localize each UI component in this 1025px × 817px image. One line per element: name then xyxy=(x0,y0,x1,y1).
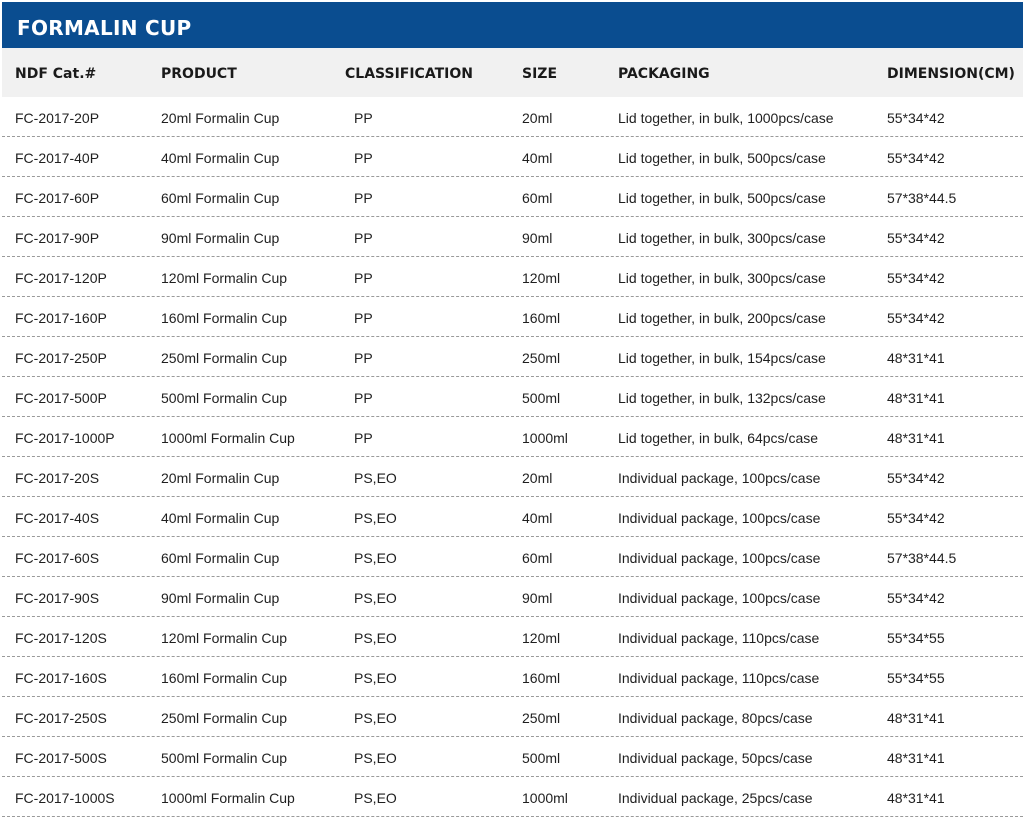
cell-packaging: Individual package, 25pcs/case xyxy=(618,790,813,806)
cell-size: 20ml xyxy=(522,110,553,126)
cell-product: 60ml Formalin Cup xyxy=(161,550,280,566)
table-row xyxy=(2,177,1023,217)
cell-size: 250ml xyxy=(522,710,561,726)
cell-dimension: 57*38*44.5 xyxy=(887,550,957,566)
cell-classification: PS,EO xyxy=(354,590,397,606)
cell-size: 500ml xyxy=(522,750,561,766)
cell-packaging: Lid together, in bulk, 300pcs/case xyxy=(618,270,826,286)
cell-classification: PP xyxy=(354,270,373,286)
cell-classification: PS,EO xyxy=(354,710,397,726)
table-row xyxy=(2,137,1023,177)
cell-size: 1000ml xyxy=(522,790,568,806)
cell-size: 120ml xyxy=(522,270,561,286)
cell-cat-number: FC-2017-90P xyxy=(15,230,100,246)
table-row xyxy=(2,617,1023,657)
cell-classification: PP xyxy=(354,430,373,446)
cell-packaging: Individual package, 100pcs/case xyxy=(618,510,821,526)
cell-packaging: Individual package, 100pcs/case xyxy=(618,470,821,486)
cell-size: 60ml xyxy=(522,550,553,566)
cell-classification: PP xyxy=(354,350,373,366)
cell-product: 160ml Formalin Cup xyxy=(161,310,288,326)
cell-dimension: 57*38*44.5 xyxy=(887,190,957,206)
cell-dimension: 55*34*42 xyxy=(887,110,945,126)
cell-dimension: 55*34*42 xyxy=(887,510,945,526)
cell-product: 90ml Formalin Cup xyxy=(161,230,280,246)
header-cat-number: NDF Cat.# xyxy=(15,66,97,82)
cell-size: 120ml xyxy=(522,630,561,646)
cell-packaging: Individual package, 50pcs/case xyxy=(618,750,813,766)
cell-size: 60ml xyxy=(522,190,553,206)
cell-product: 20ml Formalin Cup xyxy=(161,470,280,486)
cell-product: 250ml Formalin Cup xyxy=(161,710,288,726)
product-table xyxy=(2,48,1023,817)
cell-dimension: 48*31*41 xyxy=(887,430,945,446)
cell-size: 160ml xyxy=(522,670,561,686)
table-row xyxy=(2,737,1023,777)
cell-classification: PS,EO xyxy=(354,510,397,526)
cell-product: 250ml Formalin Cup xyxy=(161,350,288,366)
cell-dimension: 55*34*42 xyxy=(887,230,945,246)
cell-packaging: Individual package, 100pcs/case xyxy=(618,590,821,606)
cell-size: 40ml xyxy=(522,510,553,526)
cell-dimension: 55*34*42 xyxy=(887,470,945,486)
cell-classification: PP xyxy=(354,150,373,166)
cell-packaging: Individual package, 100pcs/case xyxy=(618,550,821,566)
cell-classification: PP xyxy=(354,310,373,326)
cell-classification: PP xyxy=(354,390,373,406)
header-dimension: DIMENSION(CM) xyxy=(887,66,1015,82)
cell-cat-number: FC-2017-20P xyxy=(15,110,100,126)
cell-product: 90ml Formalin Cup xyxy=(161,590,280,606)
cell-packaging: Individual package, 80pcs/case xyxy=(618,710,813,726)
header-packaging: PACKAGING xyxy=(618,66,710,82)
cell-cat-number: FC-2017-1000P xyxy=(15,430,115,446)
cell-product: 500ml Formalin Cup xyxy=(161,390,288,406)
table-row xyxy=(2,337,1023,377)
table-row xyxy=(2,417,1023,457)
cell-size: 500ml xyxy=(522,390,561,406)
cell-dimension: 55*34*42 xyxy=(887,270,945,286)
cell-packaging: Lid together, in bulk, 200pcs/case xyxy=(618,310,826,326)
table-header-row xyxy=(2,48,1023,97)
cell-product: 60ml Formalin Cup xyxy=(161,190,280,206)
cell-cat-number: FC-2017-500S xyxy=(15,750,107,766)
cell-classification: PP xyxy=(354,110,373,126)
cell-packaging: Lid together, in bulk, 132pcs/case xyxy=(618,390,826,406)
cell-packaging: Lid together, in bulk, 500pcs/case xyxy=(618,150,826,166)
cell-size: 20ml xyxy=(522,470,553,486)
cell-product: 120ml Formalin Cup xyxy=(161,270,288,286)
cell-classification: PS,EO xyxy=(354,750,397,766)
cell-size: 250ml xyxy=(522,350,561,366)
table-row xyxy=(2,97,1023,137)
cell-cat-number: FC-2017-1000S xyxy=(15,790,115,806)
table-row xyxy=(2,257,1023,297)
page-title: FORMALIN CUP xyxy=(17,16,192,40)
table-row xyxy=(2,377,1023,417)
table-row xyxy=(2,577,1023,617)
cell-cat-number: FC-2017-160P xyxy=(15,310,107,326)
table-row xyxy=(2,537,1023,577)
cell-classification: PS,EO xyxy=(354,470,397,486)
cell-packaging: Individual package, 110pcs/case xyxy=(618,670,820,686)
cell-product: 40ml Formalin Cup xyxy=(161,150,280,166)
cell-dimension: 55*34*55 xyxy=(887,630,945,646)
cell-product: 120ml Formalin Cup xyxy=(161,630,288,646)
cell-size: 90ml xyxy=(522,590,553,606)
cell-classification: PS,EO xyxy=(354,630,397,646)
cell-packaging: Lid together, in bulk, 300pcs/case xyxy=(618,230,826,246)
cell-classification: PP xyxy=(354,230,373,246)
table-row xyxy=(2,497,1023,537)
cell-cat-number: FC-2017-40S xyxy=(15,510,100,526)
table-row xyxy=(2,297,1023,337)
cell-cat-number: FC-2017-40P xyxy=(15,150,100,166)
header-product: PRODUCT xyxy=(161,66,237,82)
cell-dimension: 48*31*41 xyxy=(887,350,945,366)
cell-size: 1000ml xyxy=(522,430,568,446)
cell-dimension: 55*34*42 xyxy=(887,150,945,166)
cell-product: 500ml Formalin Cup xyxy=(161,750,288,766)
cell-cat-number: FC-2017-60S xyxy=(15,550,100,566)
cell-packaging: Lid together, in bulk, 154pcs/case xyxy=(618,350,826,366)
cell-size: 40ml xyxy=(522,150,553,166)
cell-cat-number: FC-2017-120P xyxy=(15,270,107,286)
cell-cat-number: FC-2017-160S xyxy=(15,670,107,686)
cell-packaging: Lid together, in bulk, 500pcs/case xyxy=(618,190,826,206)
cell-classification: PP xyxy=(354,190,373,206)
cell-cat-number: FC-2017-90S xyxy=(15,590,100,606)
cell-classification: PS,EO xyxy=(354,670,397,686)
cell-dimension: 55*34*42 xyxy=(887,590,945,606)
cell-dimension: 48*31*41 xyxy=(887,390,945,406)
table-row xyxy=(2,777,1023,817)
cell-product: 40ml Formalin Cup xyxy=(161,510,280,526)
cell-cat-number: FC-2017-60P xyxy=(15,190,100,206)
cell-cat-number: FC-2017-120S xyxy=(15,630,107,646)
title-bar xyxy=(2,2,1023,48)
cell-product: 160ml Formalin Cup xyxy=(161,670,288,686)
cell-dimension: 55*34*55 xyxy=(887,670,945,686)
cell-packaging: Individual package, 110pcs/case xyxy=(618,630,820,646)
cell-size: 160ml xyxy=(522,310,561,326)
cell-cat-number: FC-2017-250S xyxy=(15,710,107,726)
cell-dimension: 48*31*41 xyxy=(887,750,945,766)
table-row xyxy=(2,697,1023,737)
cell-dimension: 48*31*41 xyxy=(887,790,945,806)
cell-classification: PS,EO xyxy=(354,550,397,566)
table-row xyxy=(2,457,1023,497)
cell-dimension: 55*34*42 xyxy=(887,310,945,326)
cell-cat-number: FC-2017-250P xyxy=(15,350,107,366)
cell-packaging: Lid together, in bulk, 1000pcs/case xyxy=(618,110,834,126)
table-row xyxy=(2,217,1023,257)
cell-size: 90ml xyxy=(522,230,553,246)
cell-product: 1000ml Formalin Cup xyxy=(161,430,295,446)
cell-cat-number: FC-2017-500P xyxy=(15,390,107,406)
cell-product: 1000ml Formalin Cup xyxy=(161,790,295,806)
cell-classification: PS,EO xyxy=(354,790,397,806)
table-body xyxy=(2,97,1023,817)
header-size: SIZE xyxy=(522,66,558,82)
cell-cat-number: FC-2017-20S xyxy=(15,470,100,486)
header-classification: CLASSIFICATION xyxy=(345,66,473,82)
cell-dimension: 48*31*41 xyxy=(887,710,945,726)
cell-product: 20ml Formalin Cup xyxy=(161,110,280,126)
cell-packaging: Lid together, in bulk, 64pcs/case xyxy=(618,430,819,446)
table-row xyxy=(2,657,1023,697)
